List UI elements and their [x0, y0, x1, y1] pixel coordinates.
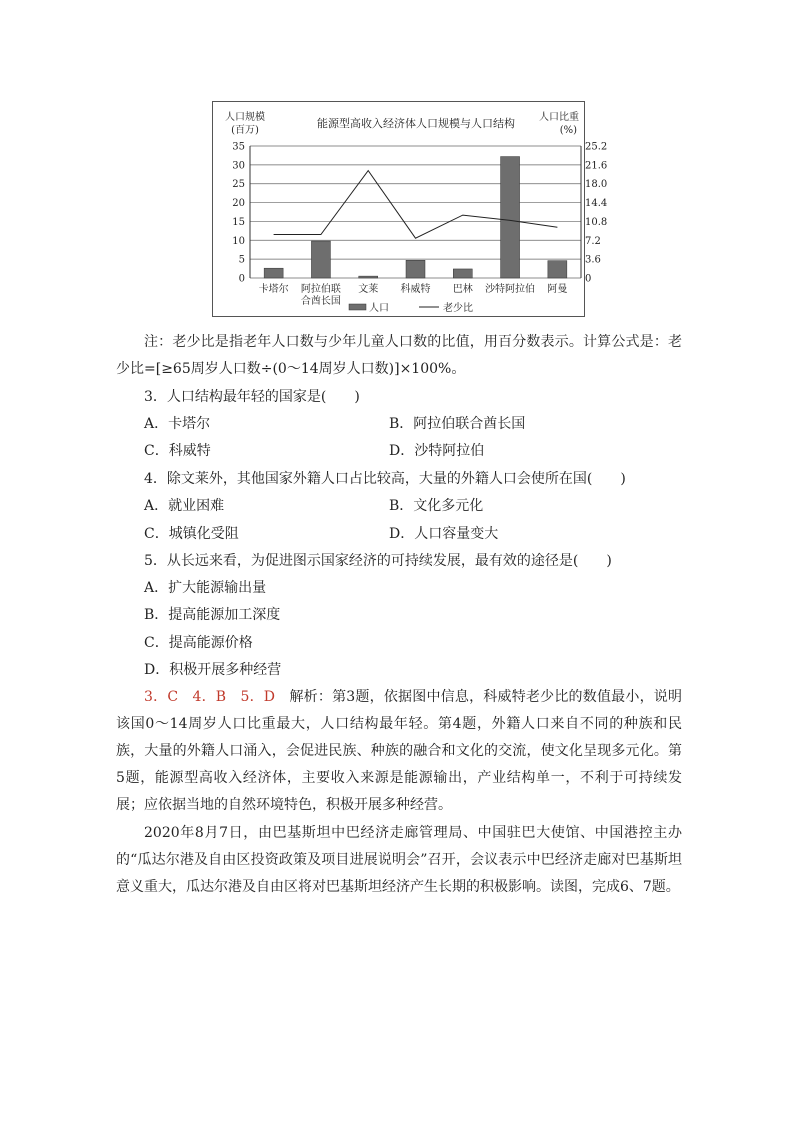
category-label: 沙特阿拉伯	[485, 284, 536, 295]
question-5-stem: 5．从长远来看，为促进图示国家经济的可持续发展，最有效的途径是( )	[144, 553, 612, 569]
bar-1	[311, 241, 330, 278]
bar-4	[453, 269, 472, 278]
right-tick-label: 7.2	[585, 235, 601, 247]
legend-bar-swatch	[349, 304, 366, 310]
question-3-stem: 3．人口结构最年轻的国家是( )	[144, 389, 360, 405]
question-5-option-b[interactable]: B．提高能源加工深度	[144, 607, 281, 623]
right-tick-label: 3.6	[585, 254, 601, 266]
left-tick-label: 25	[232, 179, 245, 191]
right-tick-label: 14.4	[585, 198, 608, 210]
intro-paragraph: 2020年8月7日，由巴基斯坦中巴经济走廊管理局、中国驻巴大使馆、中国港控主办的“瓜达尔港及自由区投资政策及项目进展说明会”召开，会议表示中巴经济走廊对巴基斯坦意义重大，瓜达尔港及自由区将对巴基斯坦经济产生长期的积极影响。读图，完成6、7题。	[116, 825, 682, 895]
question-3-option-d[interactable]: D．沙特阿拉伯	[389, 443, 485, 459]
right-tick-label: 25.2	[585, 141, 608, 153]
population-chart	[212, 101, 608, 317]
bar-2	[359, 276, 378, 278]
category-label: 文莱	[358, 284, 379, 295]
category-label: 巴林	[452, 284, 473, 295]
question-4-option-c[interactable]: C．城镇化受阻	[144, 526, 239, 542]
question-4-option-d[interactable]: D．人口容量变大	[389, 526, 499, 542]
chart-note: 注：老少比是指老年人口数与少年儿童人口数的比值，用百分数表示。计算公式是：老少比=[≥65周岁人口数÷(0～14周岁人口数)]×100%。	[116, 334, 682, 377]
left-tick-label: 30	[232, 160, 245, 172]
bar-0	[264, 268, 283, 278]
category-label: 合酋长国	[300, 296, 341, 307]
left-axis-unit: (百万)	[231, 125, 259, 136]
question-3-option-a[interactable]: A．卡塔尔	[144, 416, 211, 432]
question-4-option-a[interactable]: A．就业困难	[144, 498, 225, 514]
right-tick-label: 10.8	[585, 216, 608, 228]
category-label: 阿拉伯联	[300, 284, 341, 295]
question-4-stem: 4．除文莱外，其他国家外籍人口占比较高，大量的外籍人口会使所在国( )	[144, 471, 626, 487]
legend-bar-label: 人口	[369, 303, 389, 314]
question-4-option-b[interactable]: B．文化多元化	[389, 498, 484, 514]
bar-3	[406, 260, 425, 278]
right-tick-label: 21.6	[585, 160, 608, 172]
right-tick-label: 18.0	[585, 179, 608, 191]
answer-keys: 3．C 4．B 5．D	[144, 689, 276, 705]
question-3-option-c[interactable]: C．科威特	[144, 443, 211, 459]
question-5-option-a[interactable]: A．扩大能源输出量	[144, 580, 267, 596]
left-tick-label: 0	[238, 273, 245, 285]
right-tick-label: 0	[585, 273, 592, 285]
question-5-option-c[interactable]: C．提高能源价格	[144, 635, 253, 651]
answer-explanation	[116, 684, 682, 819]
right-axis-unit: (%)	[559, 125, 577, 136]
question-3-option-b[interactable]: B．阿拉伯联合酋长国	[389, 416, 526, 432]
chart-canvas	[213, 102, 608, 316]
left-tick-label: 35	[232, 141, 245, 153]
left-tick-label: 10	[232, 235, 245, 247]
chart-title: 能源型高收入经济体人口规模与人口结构	[317, 117, 515, 130]
bar-6	[548, 261, 567, 278]
right-axis-label: 人口比重	[539, 112, 579, 123]
legend-line-label: 老少比	[443, 303, 473, 314]
left-axis-label: 人口规模	[225, 112, 265, 123]
question-5-option-d[interactable]: D．积极开展多种经营	[144, 662, 282, 678]
bar-5	[501, 157, 520, 278]
left-tick-label: 15	[232, 216, 245, 228]
category-label: 卡塔尔	[258, 284, 289, 295]
left-tick-label: 5	[238, 254, 245, 266]
answer-text: 解析：第3题，依据图中信息，科威特老少比的数值最小，说明该国0～14周岁人口比重最大，人口结构最年轻。第4题，外籍人口来自不同的种族和民族，大量的外籍人口涌入，会促进民族、种族的融合和文化的交流，使文化呈现多元化。第5题，能源型高收入经济体，主要收入来源是能源输出，产业结构单一，不利于可持续发展；应依据当地的自然环境特色，积极开展多种经营。	[116, 689, 683, 813]
category-label: 阿曼	[547, 284, 568, 295]
left-tick-label: 20	[232, 198, 245, 210]
category-label: 科威特	[400, 284, 431, 295]
